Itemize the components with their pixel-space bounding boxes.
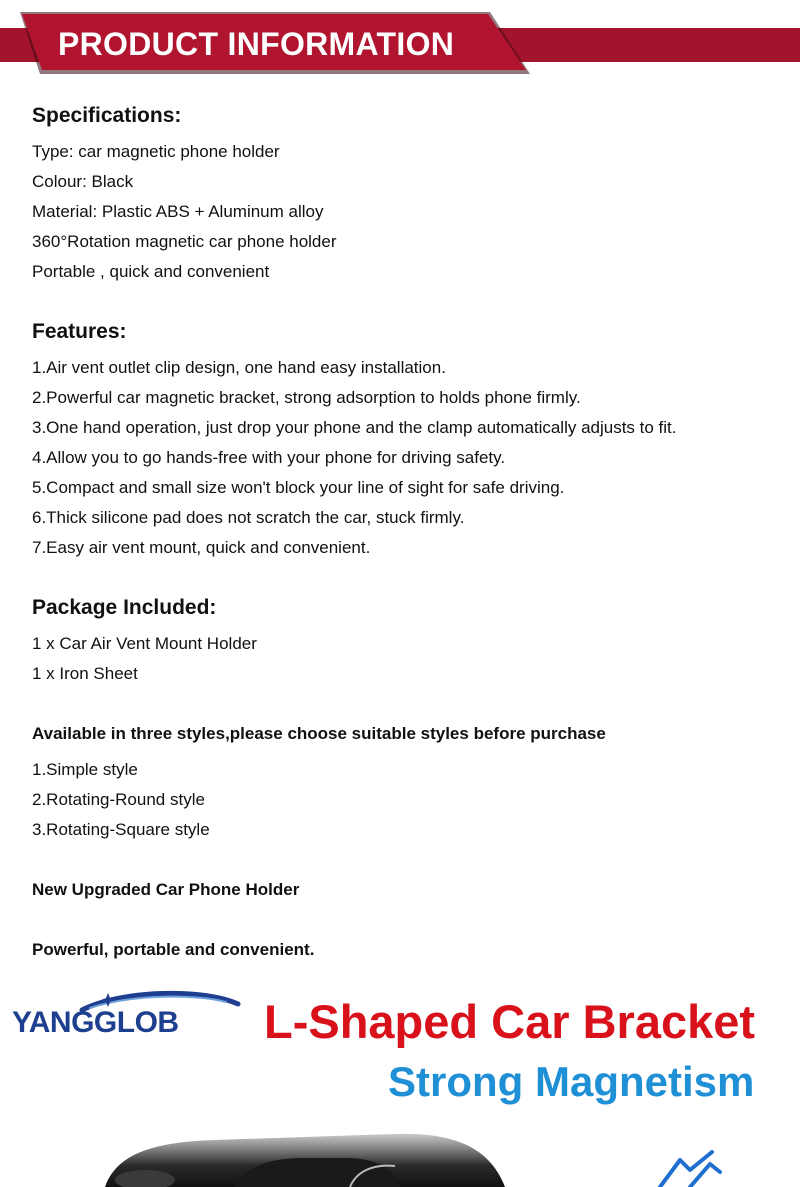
feature-item: 3.One hand operation, just drop your phone and the clamp automatically adjusts to fit. <box>32 418 677 437</box>
promo-headline: L-Shaped Car Bracket <box>264 995 756 1048</box>
package-item: 1 x Iron Sheet <box>32 664 138 683</box>
features-heading: Features: <box>32 320 127 343</box>
style-item: 2.Rotating-Round style <box>32 790 205 809</box>
banner-title: PRODUCT INFORMATION <box>58 26 455 62</box>
style-item: 1.Simple style <box>32 760 138 779</box>
brand-name: YANGGLOB <box>12 1006 179 1039</box>
feature-item: 6.Thick silicone pad does not scratch the car, stuck firmly. <box>32 508 465 527</box>
product-photo <box>95 1118 515 1187</box>
spec-item: Colour: Black <box>32 172 134 191</box>
tagline-powerful: Powerful, portable and convenient. <box>32 940 315 959</box>
spec-item: Material: Plastic ABS + Aluminum alloy <box>32 202 324 221</box>
product-information-banner <box>0 12 800 74</box>
package-heading: Package Included: <box>32 596 217 619</box>
package-item: 1 x Car Air Vent Mount Holder <box>32 634 257 653</box>
feature-item: 5.Compact and small size won't block your line of sight for safe driving. <box>32 478 565 497</box>
spec-item: 360°Rotation magnetic car phone holder <box>32 232 337 251</box>
tagline-upgraded: New Upgraded Car Phone Holder <box>32 880 300 899</box>
promo-subline: Strong Magnetism <box>388 1058 755 1105</box>
specifications-heading: Specifications: <box>32 104 182 127</box>
styles-note: Available in three styles,please choose suitable styles before purchase <box>32 724 606 743</box>
spec-item: Portable , quick and convenient <box>32 262 270 281</box>
feature-item: 7.Easy air vent mount, quick and convenient. <box>32 538 371 557</box>
feature-item: 4.Allow you to go hands-free with your phone for driving safety. <box>32 448 506 467</box>
feature-item: 1.Air vent outlet clip design, one hand easy installation. <box>32 358 446 377</box>
style-item: 3.Rotating-Square style <box>32 820 210 839</box>
brand-logo <box>12 988 252 1048</box>
spec-item: Type: car magnetic phone holder <box>32 142 280 161</box>
feature-item: 2.Powerful car magnetic bracket, strong adsorption to holds phone firmly. <box>32 388 581 407</box>
signal-icon <box>650 1148 730 1187</box>
